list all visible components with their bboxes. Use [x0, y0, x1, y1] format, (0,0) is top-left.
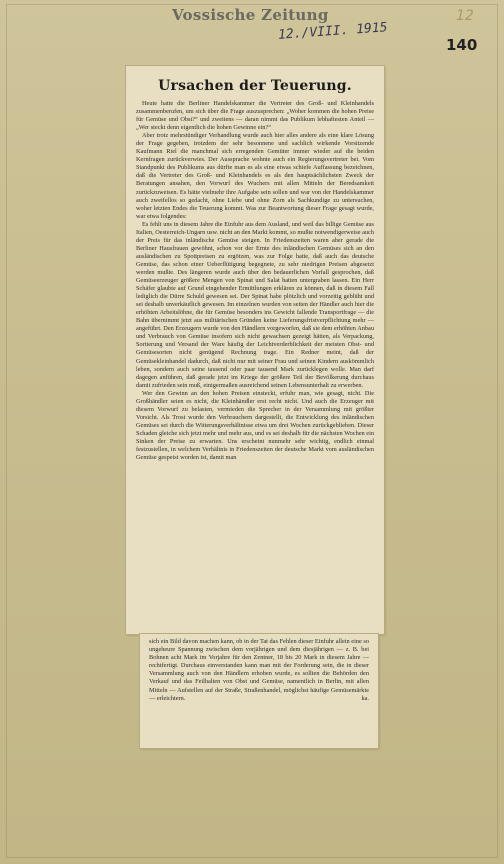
- article-continuation: [140, 634, 378, 703]
- article-paragraph: Wer den Gewinn an den hohen Preisen einsteckt, erfuhr man, wie gesagt, nicht. Die Großhändler seien es nicht, die Kleinhändler erst recht nicht. Und auch die Erzeuger mit diesem Vorwurf zu belasten, vermieden die Sprecher in der Versammlung mit größter Vorsicht. Als Trost wurde den Verbrauchern dargestellt, die Entwicklung des inländischen Gemüses sei durch die Witterungsverhältnisse etwa um drei Wochen zurückgeblieben. Dieser Schaden gleiche sich jetzt mehr und mehr aus, und es sei deshalb für die nächsten Wochen ein Sinken der Preise zu erwarten. Uns erscheint nunmehr sehr wichtig, endlich einmal festzustellen, in welchem Verhältnis in Friedenszeiten der deutsche Markt vom ausländischen Gemüse gespeist worden ist, damit man: [136, 389, 374, 462]
- newspaper-clipping-main: [126, 66, 384, 634]
- page-number: 140: [446, 36, 478, 54]
- handwritten-date: 12./VIII. 1915: [277, 20, 388, 43]
- newspaper-clipping-continuation: [140, 634, 378, 748]
- newspaper-source-stamp: Vossische Zeitung: [172, 6, 329, 24]
- continuation-text: sich ein Bild davon machen kann, ob in der Tat das Fehlen dieser Einfuhr allein eine so ungeheure Spannung zwischen dem vorjährigen und dem diesjährigen — z. B. bei Bohnen acht Mark im Vorjahre für den Zentner, 18 bis 20 Mark in diesem Jahre — rechtfertigt. Durchaus einverstanden kann man mit der Forderung sein, die in dieser Versammlung auch von den Händlern erhoben wurde, es sollten die Behörden den Verkauf und das Feilhalten von Obst und Gemüse, namentlich in Berlin, mit allen Mitteln — Aufstellen auf der Straße, Straßenhandel, möglichst häufige Gemüsemärkte — erleichtern.: [149, 638, 369, 702]
- corner-pencil-mark: 12: [456, 8, 474, 24]
- article-title: Ursachen der Teuerung.: [158, 78, 352, 94]
- article-paragraph: Es fehlt uns in diesem Jahre die Einfuhr aus dem Ausland, und weil das billige Gemüse aus Italien, Oesterreich-Ungarn usw. nicht an den Markt kommt, so mußte notwendigerweise auch der Preis für das inländische Gemüse steigen. In Friedenszeiten waren aber gerade die Berliner Hausfrauen gewöhnt, schon vor der Ernte des inländischen Gemüses sich an den ausländischen zu Spottpreisen zu ergötzen, was zur Folge hatte, daß auch das deutsche Gemüse, das schon einer Ueberflütigung begegnete, zu sehr niedrigen Preisen abgesetzt werden mußte. Des längeren wurde auch über den bedauerlichen Vorfall gesprochen, daß Gemüseerzeuger größere Mengen von Spinat und Salat hatten untergraben lassen. Ein Herr Schäfer glaubte auf Grund eingehender Ermittlungen erklären zu können, daß in diesem Fall lediglich die Dürre Schuld gewesen sei. Der Spinat habe plötzlich und vorzeitig geblüht und sei deshalb unverkäuflich gewesen. Im einzelnen wurden von seiten der Händler auch hier die erhöhten Arbeitslöhne, die für Gemüse besonders ins Gewicht fallende Transportfrage — die Bahn übernimmt jetzt aus militärischen Gründen keine Lieferungsfristverpflichtung mehr — angeführt. Den Erzeugern wurde von den Händlern vorgeworfen, daß sie dem erhöhten Anbau und Verbrauch von Gemüse insofern sich nicht gewachsen gezeigt hätten, als Verpackung, Sortierung und Versand der Ware häufig der Leichtverderblichkeit der meisten Obst- und Gemüsesorten nicht genügend Rechnung trage. Ein Redner meint, daß der Gemüsekleinhandel dadurch, daß nicht nur mit seiner Frau und seinen Kindern auskömmlich leben, sondern auch seine tausend oder paar tausend Mark zurücklegen wolle. Man darf dagegen anführen, daß gerade jetzt im Kriege der größere Teil der Bevölkerung durchaus damit zufrieden sein muß, einigermaßen ausreichend seinen Lebensunterhalt zu erwerben.: [136, 220, 374, 389]
- article-body: [126, 100, 384, 462]
- author-signature: ka.: [361, 694, 369, 702]
- article-paragraph: Heute hatte die Berliner Handelskammer die Vertreter des Groß- und Kleinhandels zusammenberufen, um sich über die Frage auszusprechen: „Woher kommen die hohen Preise für Gemüse und Obst?“ und zweitens — daran nimmt das Publikum lebhaftesten Anteil — „Wer steckt denn eigentlich die hohen Gewinne ein?“: [136, 100, 374, 132]
- article-paragraph: Aber trotz mehrstündiger Verhandlung wurde auch hier alles andere als eine klare Lösung der Frage gegeben, trotzdem der sehr besonnene und sachlich wirkende Vorsitzende Kaufmann Riel die manchmal sich erregenden Gemüter immer wieder auf die beiden Kernfragen zurückverwies. Der Aussprache wohnte auch ein Regierungsvertreter bei. Vom Standpunkt des Publikums aus dürfte man es als eine etwas schiefe Auffassung bezeichnen, daß die Vertreter des Groß- und Kleinhandels es als den hauptsächlichsten Zweck der Beratungen ansahen, den Vorwurf des Wuchers mit allen Mitteln der Beredsamkeit zurückzuweisen. Es hätte vielmehr ihre Aufgabe sein sollen und war von der Handelskammer auch zweifellos so gedacht, ohne Liebe und ohne Zorn als Sachkundige zu untersuchen, woher letzten Endes die Teuerung kommt. Was zur Beantwortung dieser Frage gesagt wurde, war etwa folgendes:: [136, 132, 374, 220]
